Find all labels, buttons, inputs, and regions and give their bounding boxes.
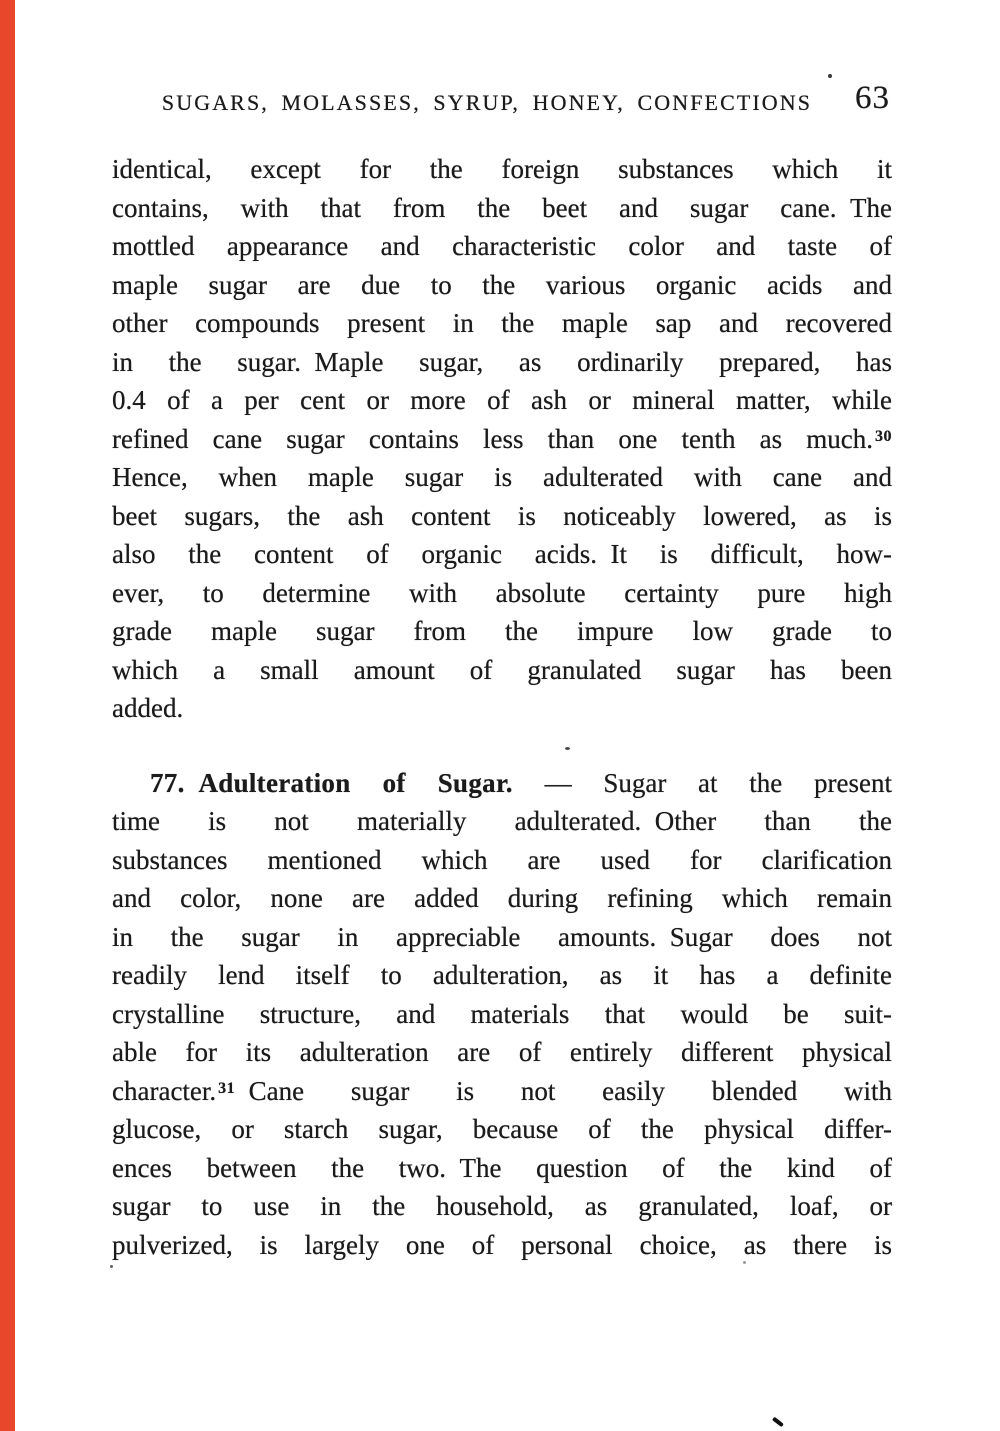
page-text (112, 150, 892, 1264)
text-line: maple sugar are due to the various organic acids and (112, 269, 892, 300)
footnote-ref-30: 30 (875, 427, 892, 445)
text-segment: Cane sugar is not easily blended with (235, 1075, 892, 1106)
scan-speck (828, 74, 832, 78)
text-line: in the sugar in appreciable amounts. Sugar does not (112, 921, 892, 952)
section-heading (112, 764, 892, 803)
text-line: which a small amount of granulated sugar has been (112, 654, 892, 685)
text-line: pulverized, is largely one of personal choice, as there is (112, 1229, 892, 1260)
text-line: ever, to determine with absolute certainty pure high (112, 577, 892, 608)
text-line: in the sugar. Maple sugar, as ordinarily prepared, has (112, 346, 892, 377)
footnote-ref-31: 31 (218, 1079, 236, 1097)
text-line: mottled appearance and characteristic color and taste of (112, 231, 892, 261)
scan-speck (565, 747, 570, 750)
text-line: Hence, when maple sugar is adulterated with cane and (112, 462, 892, 492)
section-lead-text: — Sugar at the present (512, 767, 892, 798)
text-line: sugar to use in the household, as granulated, loaf, or (112, 1191, 892, 1221)
scan-speck (110, 1265, 113, 1268)
running-title: SUGARS, MOLASSES, SYRUP, HONEY, CONFECTIONS (161, 90, 813, 115)
text-line: grade maple sugar from the impure low grade to (112, 616, 892, 646)
text-segment: character. (112, 1075, 217, 1106)
text-line: other compounds present in the maple sap and recovered (112, 308, 892, 338)
scan-speck (743, 1261, 746, 1264)
section-number-title: 77. Adulteration of Sugar. (150, 767, 513, 798)
text-line: added. (112, 693, 184, 723)
text-line: glucose, or starch sugar, because of the physical differ- (112, 1114, 892, 1144)
running-header (112, 82, 892, 128)
text-line: also the content of organic acids. It is difficult, how- (112, 539, 892, 569)
text-line: able for its adulteration are of entirely different physical (112, 1037, 892, 1067)
text-segment: refined cane sugar contains less than one tenth as much. (112, 423, 873, 454)
text-line: readily lend itself to adulteration, as it has a definite (112, 960, 892, 990)
text-line: beet sugars, the ash content is noticeably lowered, as is (112, 500, 892, 531)
page-edge-color-bar (0, 0, 15, 1431)
page-number: 63 (855, 80, 890, 116)
text-line (112, 1072, 892, 1111)
text-line (112, 420, 892, 459)
scan-tick-mark (772, 1417, 784, 1428)
text-line: ences between the two. The question of the kind of (112, 1152, 892, 1183)
text-line: 0.4 of a per cent or more of ash or mineral matter, while (112, 385, 892, 415)
text-line: substances mentioned which are used for clarification (112, 844, 892, 875)
text-line: time is not materially adulterated. Other than the (112, 806, 892, 836)
text-line: contains, with that from the beet and sugar cane. The (112, 192, 892, 223)
text-line: crystalline structure, and materials that would be suit- (112, 998, 892, 1029)
text-line: and color, none are added during refining which remain (112, 883, 892, 913)
text-line: identical, except for the foreign substances which it (112, 154, 892, 184)
